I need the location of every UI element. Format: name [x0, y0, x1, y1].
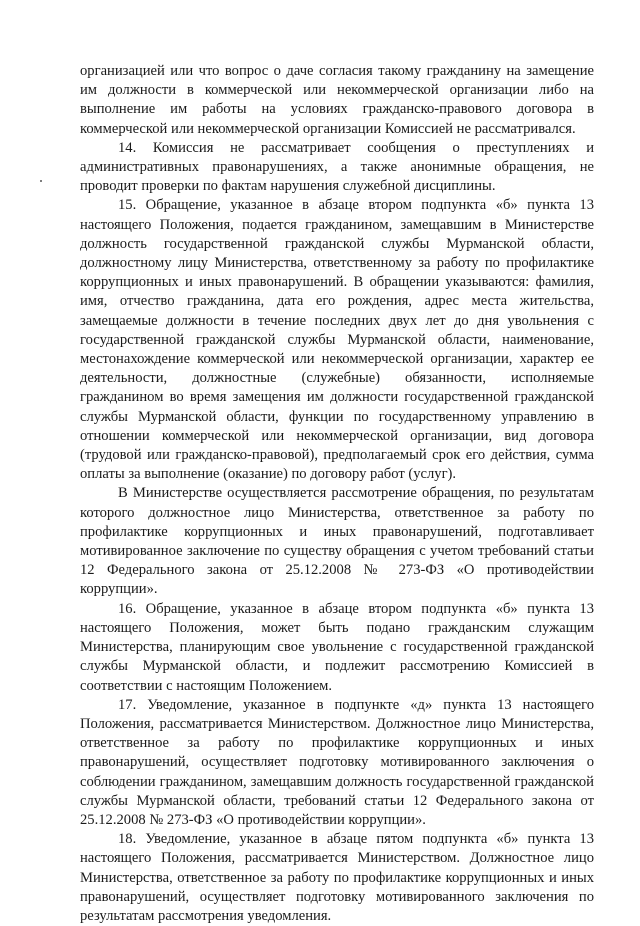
paragraph-continuation: организацией или что вопрос о даче согласия такому гражданину на замещение им должности в коммерческой или некоммерческой организации либо на выполнение им работы на условиях гражданско-правового договора в коммерческой или некоммерческой организации Комиссией не рассматривался.: [80, 63, 594, 137]
paragraph-15-ministry-review: В Министерстве осуществляется рассмотрение обращения, по результатам которого должностное лицо Министерства, ответственное за работу по профилактике коррупционных и иных правонарушений, подготавливает мотивированное заключение по существу обращения с учетом требований статьи 12 Федерального закона от 25.12.2008 № 273-ФЗ «О противодействии коррупции».: [80, 485, 594, 598]
paragraph-18: 18. Уведомление, указанное в абзаце пятом подпункта «б» пункта 13 настоящего Положения, рассматривается Министерством. Должностное лицо Министерства, ответственное за работу по профилактике коррупционных и иных правонарушений, осуществляет подготовку мотивированного заключения по результатам рассмотрения уведомления.: [80, 831, 594, 924]
paragraph-15: 15. Обращение, указанное в абзаце втором подпункта «б» пункта 13 настоящего Положения, подается гражданином, замещавшим в Министерстве должность государственной гражданской службы Мурманской области, должностному лицу Министерства, ответственному за работу по профилактике коррупционных и иных правонарушений. В обращении указываются: фамилия, имя, отчество гражданина, дата его рождения, адрес места жительства, замещаемые должности в течение последних двух лет до дня увольнения с государственной гражданской службы Мурманской области, наименование, местонахождение коммерческой или некоммерческой организации, характер ее деятельности, должностные (служебные) обязанности, исполняемые гражданином во время замещения им должности государственной гражданской службы Мурманской области, функции по государственному управлению в отношении коммерческой или некоммерческой организации, вид договора (трудовой или гражданско-правовой), предполагаемый срок его действия, сумма оплаты за выполнение (оказание) по договору работ (услуг).: [80, 197, 594, 483]
paragraph-17: 17. Уведомление, указанное в подпункте «д» пункта 13 настоящего Положения, рассматривается Министерством. Должностное лицо Министерства, ответственное за работу по профилактике коррупционных и иных правонарушений, осуществляет подготовку мотивированного заключения о соблюдении гражданином, замещавшим должность государственной гражданской службы Мурманской области, требований статьи 12 Федерального закона от 25.12.2008 № 273-ФЗ «О противодействии коррупции».: [80, 696, 594, 828]
paragraph-16: 16. Обращение, указанное в абзаце втором подпункта «б» пункта 13 настоящего Положения, может быть подано гражданским служащим Министерства, планирующим свое увольнение с государственной гражданской службы Мурманской области, и подлежит рассмотрению Комиссией в соответствии с настоящим Положением.: [80, 600, 594, 694]
paragraph-14: 14. Комиссия не рассматривает сообщения о преступлениях и административных правонарушениях, а также анонимные обращения, не проводит проверки по фактам нарушения служебной дисциплины.: [80, 139, 594, 195]
scan-speck: [40, 180, 42, 182]
document-page: [80, 62, 594, 926]
